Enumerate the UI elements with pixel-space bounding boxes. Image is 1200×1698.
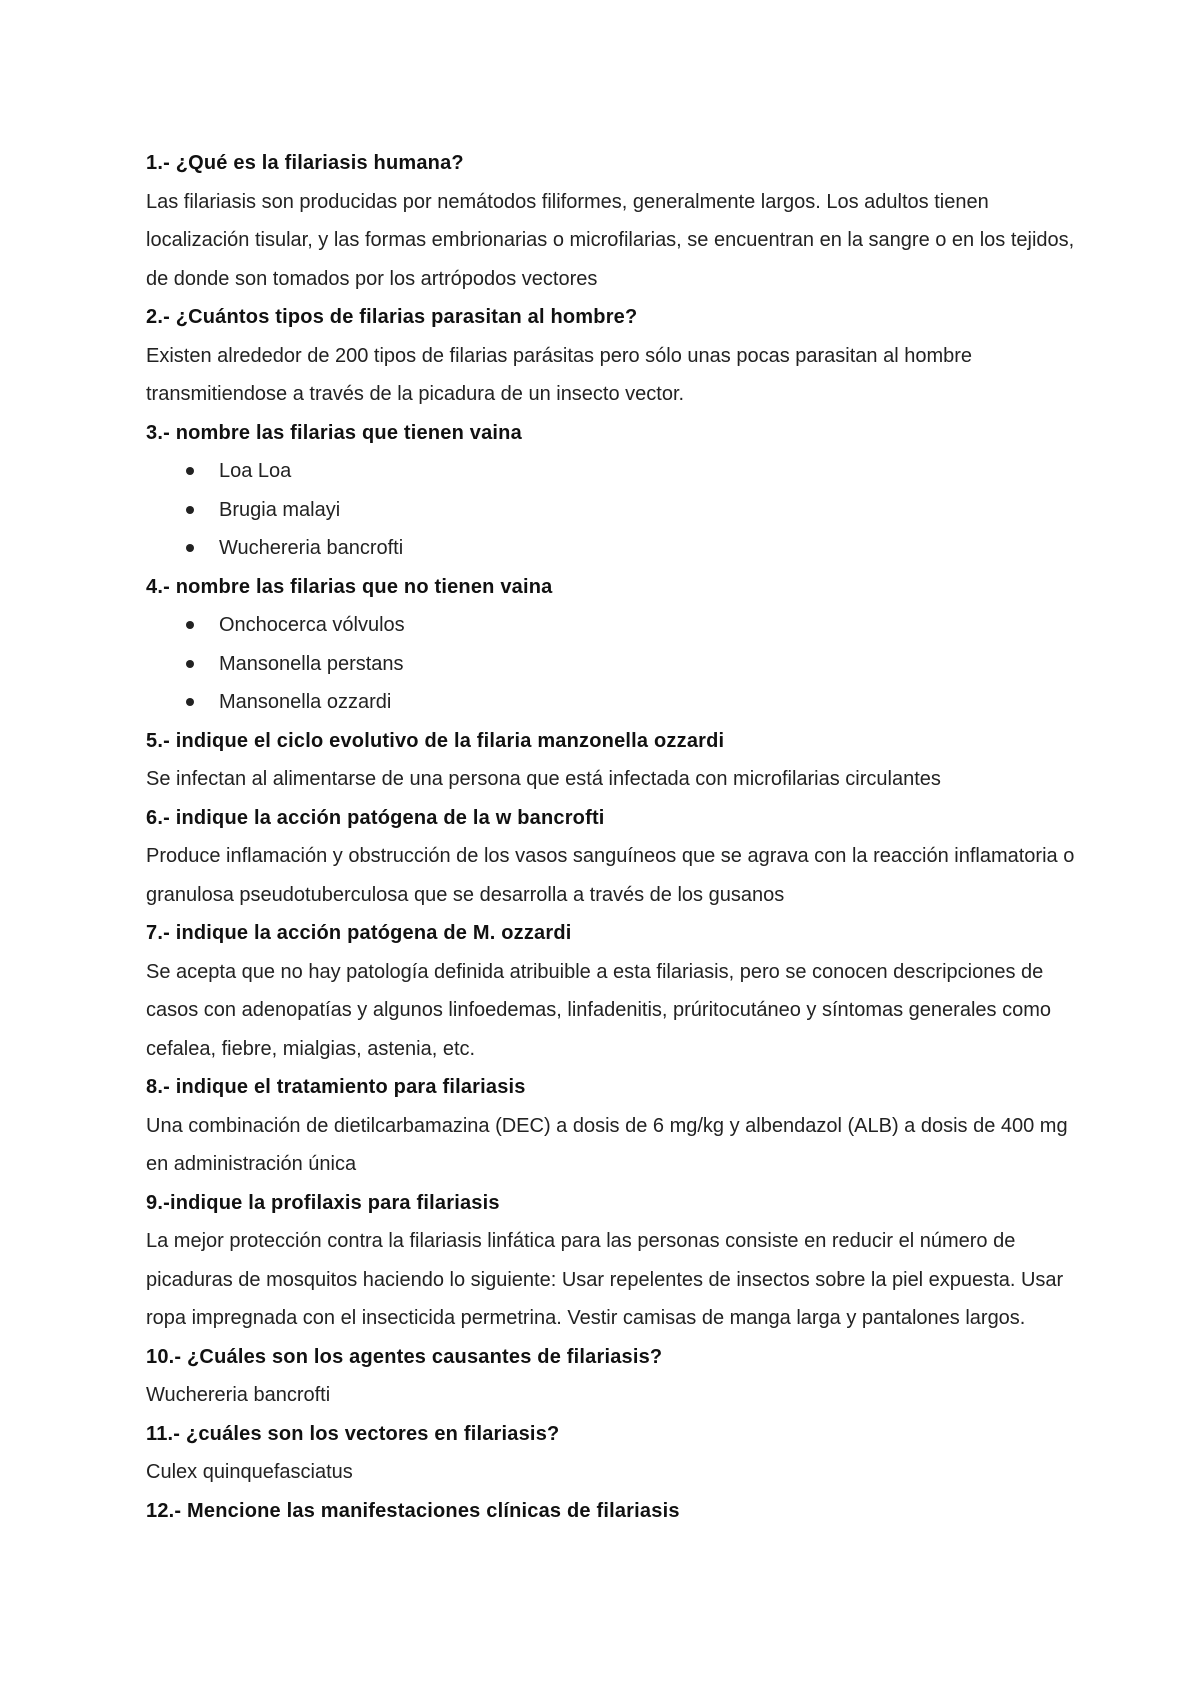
sheathed-filariae-list (146, 452, 1076, 568)
answer-10: Wuchereria bancrofti (146, 1384, 331, 1406)
question-6: 6.- indique la acción patógena de la w bancrofti (146, 806, 605, 829)
list-item (146, 491, 1076, 530)
list-item (146, 606, 1076, 645)
answer-7: Se acepta que no hay patología definida atribuible a esta filariasis, pero se conocen descripciones de casos con adenopatías y algunos linfoedemas, linfadenitis, prúritocutáneo y síntomas generales como cefalea, fiebre, mialgias, astenia, etc. (146, 960, 1051, 1060)
list-item (146, 452, 1076, 491)
question-1: 1.- ¿Qué es la filariasis humana? (146, 152, 464, 174)
list-item-text: Mansonella ozzardi (219, 691, 392, 713)
bullet-icon (186, 467, 194, 475)
list-item-text: Mansonella perstans (219, 652, 404, 675)
question-9: 9.-indique la profilaxis para filariasis (146, 1191, 500, 1214)
answer-8: Una combinación de dietilcarbamazina (DEC) a dosis de 6 mg/kg y albendazol (ALB) a dosis de 400 mg en administración única (146, 1114, 1068, 1175)
list-item-text: Brugia malayi (219, 498, 341, 521)
bullet-icon (186, 660, 194, 668)
bullet-icon (186, 506, 194, 514)
question-8: 8.- indique el tratamiento para filariasis (146, 1076, 526, 1098)
answer-11: Culex quinquefasciatus (146, 1461, 353, 1483)
question-7: 7.- indique la acción patógena de M. ozzardi (146, 922, 572, 944)
list-item-text: Loa Loa (219, 460, 292, 482)
list-item (146, 529, 1076, 568)
list-item-text: Wuchereria bancrofti (219, 537, 404, 559)
unsheathed-filariae-list (146, 606, 1076, 722)
bullet-icon (186, 544, 194, 552)
question-5: 5.- indique el ciclo evolutivo de la filaria manzonella ozzardi (146, 729, 725, 752)
question-10: 10.- ¿Cuáles son los agentes causantes de filariasis? (146, 1345, 663, 1368)
answer-1: Las filariasis son producidas por nemátodos filiformes, generalmente largos. Los adultos tienen localización tisular, y las formas embrionarias o microfilarias, se encuentran en la sangre o en los tejidos, de donde son tomados por los artrópodos vectores (146, 190, 1075, 290)
list-item-text: Onchocerca vólvulos (219, 614, 405, 636)
question-2: 2.- ¿Cuántos tipos de filarias parasitan al hombre? (146, 306, 638, 328)
bullet-icon (186, 621, 194, 629)
bullet-icon (186, 698, 194, 706)
list-item (146, 645, 1076, 684)
answer-2: Existen alrededor de 200 tipos de filarias parásitas pero sólo unas pocas parasitan al hombre transmitiendose a través de la picadura de un insecto vector. (146, 344, 973, 405)
answer-9: La mejor protección contra la filariasis linfática para las personas consiste en reducir el número de picaduras de mosquitos haciendo lo siguiente: Usar repelentes de insectos sobre la piel expuesta. Usar ropa impregnada con el insecticida permetrina. Vestir camisas de manga larga y pantalones largos. (146, 1230, 1064, 1329)
question-4: 4.- nombre las filarias que no tienen vaina (146, 575, 553, 598)
answer-5: Se infectan al alimentarse de una persona que está infectada con microfilarias circulantes (146, 768, 941, 790)
answer-6: Produce inflamación y obstrucción de los vasos sanguíneos que se agrava con la reacción inflamatoria o granulosa pseudotuberculosa que se desarrolla a través de los gusanos (146, 845, 1075, 906)
document-body (146, 144, 1076, 1530)
list-item (146, 683, 1076, 722)
question-12: 12.- Mencione las manifestaciones clínicas de filariasis (146, 1499, 680, 1522)
question-3: 3.- nombre las filarias que tienen vaina (146, 421, 522, 444)
question-11: 11.- ¿cuáles son los vectores en filariasis? (146, 1422, 560, 1445)
